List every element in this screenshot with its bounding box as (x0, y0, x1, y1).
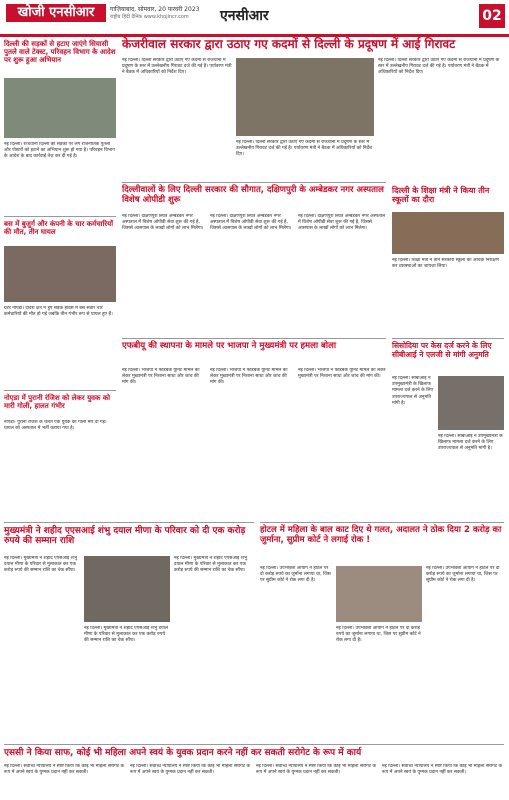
headline: दिल्ली की सड़कों से हटाए जाएंगे सियासी पुतले वाले टेक्स्ट, परिवहन विभाग के आदेश पर शुरू हुआ अभियान (4, 40, 116, 65)
photo-martyr (84, 556, 170, 622)
headline: होटल में महिला के बाल काट दिए थे गलत, अदालत ने ठोक दिया 2 करोड़ का जुर्माना, सुप्रीम कोर्ट ने लगाई रोक ! (260, 525, 502, 545)
divider (4, 390, 116, 391)
headline: दिल्ली के शिक्षा मंत्री ने किया तीन स्कूलों का दौरा (392, 186, 490, 205)
story-fbu-body-3: नई दिल्ली। भाजपा ने फीडबैक यूनिट मामले को लेकर मुख्यमंत्री पर निशाना साधा और जांच की मांग की। (298, 368, 386, 380)
story-sisodia-body: नई दिल्ली। सीबीआई ने उपमुख्यमंत्री के खिलाफ मामला दर्ज करने के लिए उपराज्यपाल से अनुमति मांगी है। (392, 376, 434, 406)
story-fbu-body-2: नई दिल्ली। भाजपा ने फीडबैक यूनिट मामले को लेकर मुख्यमंत्री पर निशाना साधा और जांच की मांग की। (210, 368, 288, 386)
headline: केजरीवाल सरकार द्वारा उठाए गए कदमों से दिल्ली के प्रदूषण में आई गिरावट (122, 37, 456, 51)
story-hospital-body-3: नई दिल्ली। दक्षिणपुरी स्थित अम्बेडकर नगर अस्पताल में विशेष ओपीडी सेवा शुरू की गई है, जिससे आसपास के लाखों लोगों को लाभ मिलेगा। (298, 214, 386, 232)
story-noida-body: नोएडा। पुरानी रंजिश के चलते एक युवक को गोली मार दी गई। घायल को अस्पताल में भर्ती कराया गया है। (4, 420, 107, 432)
story-pollution (122, 38, 504, 52)
headline: नोएडा में पुरानी रंजिश को लेकर युवक को मारी गोली, हालत गंभीर (4, 394, 111, 411)
story-noida (4, 394, 116, 410)
photo-meeting (236, 58, 374, 136)
story-pollution-body-3: नई दिल्ली। दिल्ली सरकार द्वारा उठाए गए कदमों से राजधानी में प्रदूषण के स्तर में उल्लेखनीय गिरावट दर्ज की गई है। पर्यावरण मंत्री ने बैठक में अधिकारियों को निर्देश दिए। (378, 58, 500, 76)
story-sisodia (392, 342, 504, 359)
divider (260, 522, 504, 523)
photo-hotel (336, 566, 422, 622)
headline: एफबीयू की स्थापना के मामले पर भाजपा ने मुख्यमंत्री पर हमला बोला (122, 341, 337, 351)
story-schools-body: नई दिल्ली। शिक्षा मंत्री ने तीन सरकारी स्कूलों का औचक निरीक्षण कर व्यवस्थाओं का जायज़ा लिया। (392, 258, 500, 270)
story-sc-body-3: नई दिल्ली। सर्वोच्च न्यायालय ने स्पष्ट किया कि कोई भी महिला सरोगेट के रूप में अपने स्वयं के युग्मक प्रदान नहीं कर सकती। (256, 764, 377, 776)
headline: एससी ने किया साफ, कोई भी महिला अपने स्वयं के युवक प्रदान करने नहीं कर सकती सरोगेट के रूप में कार्य (4, 748, 362, 758)
photo-sisodia (438, 376, 504, 430)
story-martyr-body: नई दिल्ली। मुख्यमंत्री ने शहीद एएसआई शंभु दयाल मीणा के परिवार से मुलाकात कर एक करोड़ रुपये की सम्मान राशि का चेक सौंपा। (4, 556, 78, 574)
divider (4, 522, 254, 523)
story-bus (4, 220, 116, 236)
story-bus-body: ग्रेटर नोएडा। दादरी क्षेत्र में हुए सड़क हादसे में बस सवार चार कर्मचारियों की मौत हो गई जबकि तीन गंभीर रूप से घायल हुए हैं। (4, 306, 113, 318)
story-hotel-body: नई दिल्ली। उपभोक्ता आयोग ने होटल पर दो करोड़ रुपये का जुर्माना लगाया था, जिस पर सुप्रीम कोर्ट ने रोक लगा दी है। (260, 566, 331, 584)
dateline: गाज़ियाबाद, सोमवार, 20 फरवरी 2023 (110, 6, 200, 13)
photo-schools (392, 212, 504, 254)
story-pollution-body: नई दिल्ली। दिल्ली सरकार द्वारा उठाए गए कदमों से राजधानी में प्रदूषण के स्तर में उल्लेखनीय गिरावट दर्ज की गई है। पर्यावरण मंत्री ने बैठक में अधिकारियों को निर्देश दिए। (122, 58, 232, 76)
photo-bus (4, 246, 116, 302)
story-hotel (260, 526, 504, 546)
masthead (0, 0, 509, 37)
story-martyr (4, 526, 254, 547)
story-martyr-body-3: नई दिल्ली। मुख्यमंत्री ने शहीद एएसआई शंभु दयाल मीणा के परिवार से मुलाकात कर एक करोड़ रुपये की सम्मान राशि का चेक सौंपा। (174, 556, 248, 574)
masthead-slug: राष्ट्रीय हिंदी दैनिक www.khojincr.com (110, 14, 189, 20)
divider (122, 182, 386, 183)
story-hospital (122, 186, 386, 206)
divider (122, 338, 386, 339)
story-roads-body: नई दिल्ली। राजधानी दिल्ली की सड़कों पर लगे राजनीतिक पुतलों और पोस्टरों को हटाने का अभियान शुरू हो गया है। परिवहन विभाग के आदेश के बाद कार्रवाई तेज़ कर दी गई है। (4, 142, 115, 160)
story-hotel-body-3: नई दिल्ली। उपभोक्ता आयोग ने होटल पर दो करोड़ रुपये का जुर्माना लगाया था, जिस पर सुप्रीम कोर्ट ने रोक लगा दी है। (426, 566, 500, 584)
story-sc-body-2: नई दिल्ली। सर्वोच्च न्यायालय ने स्पष्ट किया कि कोई भी महिला सरोगेट के रूप में अपने स्वयं के युग्मक प्रदान नहीं कर सकती। (130, 764, 251, 776)
story-hotel-body-2: नई दिल्ली। उपभोक्ता आयोग ने होटल पर दो करोड़ रुपये का जुर्माना लगाया था, जिस पर सुप्रीम कोर्ट ने रोक लगा दी है। (336, 626, 421, 644)
headline: सिसोदिया पर केस दर्ज करने के लिए सीबीआई ने एलजी से मांगी अनुमति (392, 341, 492, 359)
headline: दिल्लीवालों के लिए दिल्ली सरकार की सौगात, दक्षिणपुरी के अम्बेडकर नगर अस्पताल विशेष ओपीडी शुरू (122, 185, 384, 205)
story-martyr-body-2: नई दिल्ली। मुख्यमंत्री ने शहीद एएसआई शंभु दयाल मीणा के परिवार से मुलाकात कर एक करोड़ रुपये की सम्मान राशि का चेक सौंपा। (84, 626, 168, 644)
divider (392, 338, 504, 339)
story-schools (392, 186, 504, 204)
newspaper-logo: खोजी एनसीआर (6, 4, 106, 22)
page-number: 02 (479, 4, 505, 28)
story-sisodia-body-2: नई दिल्ली। सीबीआई ने उपमुख्यमंत्री के खिलाफ मामला दर्ज करने के लिए उपराज्यपाल से अनुमति मांगी है। (438, 434, 503, 452)
story-roads (4, 40, 116, 64)
story-sc-body-4: नई दिल्ली। सर्वोच्च न्यायालय ने स्पष्ट किया कि कोई भी महिला सरोगेट के रूप में अपने स्वयं के युग्मक प्रदान नहीं कर सकती। (382, 764, 503, 776)
headline: मुख्यमंत्री ने शहीद एएसआई शंभु दयाल मीणा के परिवार को दी एक करोड़ रुपये की सम्मान राशि (4, 526, 246, 547)
section-title: एनसीआर (220, 8, 269, 24)
divider (4, 216, 116, 217)
story-hospital-body-2: नई दिल्ली। दक्षिणपुरी स्थित अम्बेडकर नगर अस्पताल में विशेष ओपीडी सेवा शुरू की गई है, जिससे आसपास के लाखों लोगों को लाभ मिलेगा। (210, 214, 292, 232)
divider (4, 744, 504, 745)
story-sc-body: नई दिल्ली। सर्वोच्च न्यायालय ने स्पष्ट किया कि कोई भी महिला सरोगेट के रूप में अपने स्वयं के युग्मक प्रदान नहीं कर सकती। (4, 764, 125, 776)
story-hospital-body: नई दिल्ली। दक्षिणपुरी स्थित अम्बेडकर नगर अस्पताल में विशेष ओपीडी सेवा शुरू की गई है, जिससे आसपास के लाखों लोगों को लाभ मिलेगा। (122, 214, 204, 232)
story-sc (4, 748, 504, 758)
headline: बस में बुजुर्ग और कंपनी के चार कर्मचारियों की मौत, तीन घायल (4, 220, 114, 237)
story-fbu-body: नई दिल्ली। भाजपा ने फीडबैक यूनिट मामले को लेकर मुख्यमंत्री पर निशाना साधा और जांच की मांग की। (122, 368, 200, 386)
story-pollution-body-2: नई दिल्ली। दिल्ली सरकार द्वारा उठाए गए कदमों से राजधानी में प्रदूषण के स्तर में उल्लेखनीय गिरावट दर्ज की गई है। पर्यावरण मंत्री ने बैठक में अधिकारियों को निर्देश दिए। (236, 140, 373, 158)
story-fbu (122, 342, 386, 352)
photo-roads (4, 78, 116, 138)
